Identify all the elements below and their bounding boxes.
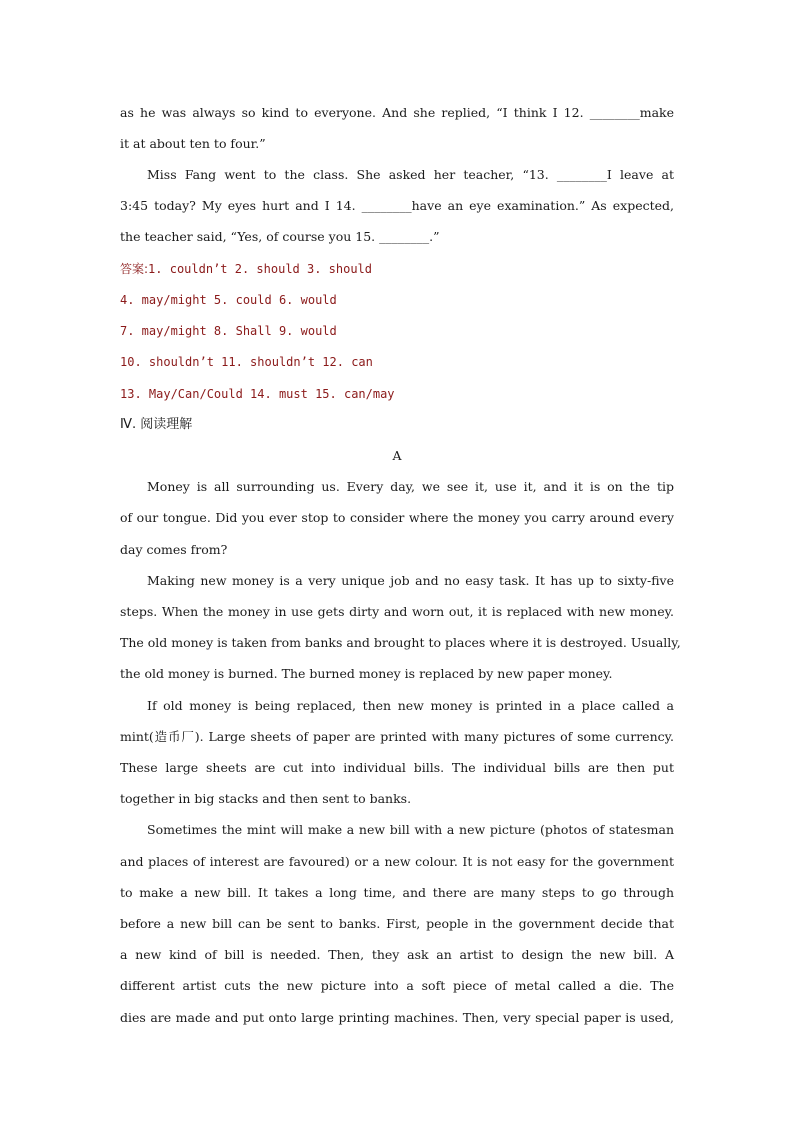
passage-line: mint(造币厂). Large sheets of paper are printed with many pictures of some currency. bbox=[120, 729, 674, 744]
passage-line: and places of interest are favoured) or a new colour. It is not easy for the government bbox=[120, 854, 674, 869]
passage-line: different artist cuts the new picture into a soft piece of metal called a die. The bbox=[120, 978, 674, 993]
passage-line: together in big stacks and then sent to banks. bbox=[120, 791, 412, 806]
passage-line: Making new money is a very unique job and no easy task. It has up to sixty-five bbox=[147, 573, 674, 588]
passage-line: dies are made and put onto large printing machines. Then, very special paper is used, bbox=[120, 1010, 674, 1025]
passage-line: the teacher said, “Yes, of course you 15. ________.” bbox=[120, 229, 440, 244]
answer-line bbox=[120, 261, 372, 277]
passage-line: Miss Fang went to the class. She asked her teacher, “13. ________I leave at bbox=[147, 167, 674, 182]
passage-line: before a new bill can be sent to banks. First, people in the government decide that bbox=[120, 916, 674, 931]
answer-line: 10. shouldn’t 11. shouldn’t 12. can bbox=[120, 355, 373, 369]
passage-line: day comes from? bbox=[120, 542, 228, 557]
passage-line: Sometimes the mint will make a new bill with a new picture (photos of statesman bbox=[147, 822, 674, 837]
answer-line: 13. May/Can/Could 14. must 15. can/may bbox=[120, 387, 395, 401]
passage-line: Money is all surrounding us. Every day, we see it, use it, and it is on the tip bbox=[147, 479, 674, 494]
passage-line: The old money is taken from banks and brought to places where it is destroyed. Usually, bbox=[120, 635, 681, 650]
answer-line: 7. may/might 8. Shall 9. would bbox=[120, 324, 337, 338]
answer-line: 4. may/might 5. could 6. would bbox=[120, 293, 337, 307]
passage-line: These large sheets are cut into individual bills. The individual bills are then put bbox=[120, 760, 674, 775]
passage-line: of our tongue. Did you ever stop to consider where the money you carry around every bbox=[120, 510, 674, 525]
passage-line: the old money is burned. The burned money is replaced by new paper money. bbox=[120, 666, 613, 681]
passage-part-label: A bbox=[392, 448, 402, 463]
passage-line: to make a new bill. It takes a long time, and there are many steps to go through bbox=[120, 885, 674, 900]
passage-line: If old money is being replaced, then new money is printed in a place called a bbox=[147, 698, 674, 713]
passage-line: as he was always so kind to everyone. And she replied, “I think I 12. ________make bbox=[120, 105, 674, 120]
passage-line: it at about ten to four.” bbox=[120, 136, 266, 151]
answer-text: 1. couldn’t 2. should 3. should bbox=[148, 262, 373, 276]
passage-line: 3:45 today? My eyes hurt and I 14. ________have an eye examination.” As expected, bbox=[120, 198, 674, 213]
section-heading: Ⅳ. 阅读理解 bbox=[120, 417, 193, 432]
passage-line: steps. When the money in use gets dirty and worn out, it is replaced with new money. bbox=[120, 604, 674, 619]
passage-line: a new kind of bill is needed. Then, they ask an artist to design the new bill. A bbox=[120, 947, 674, 962]
answer-label: 答案: bbox=[120, 262, 149, 276]
